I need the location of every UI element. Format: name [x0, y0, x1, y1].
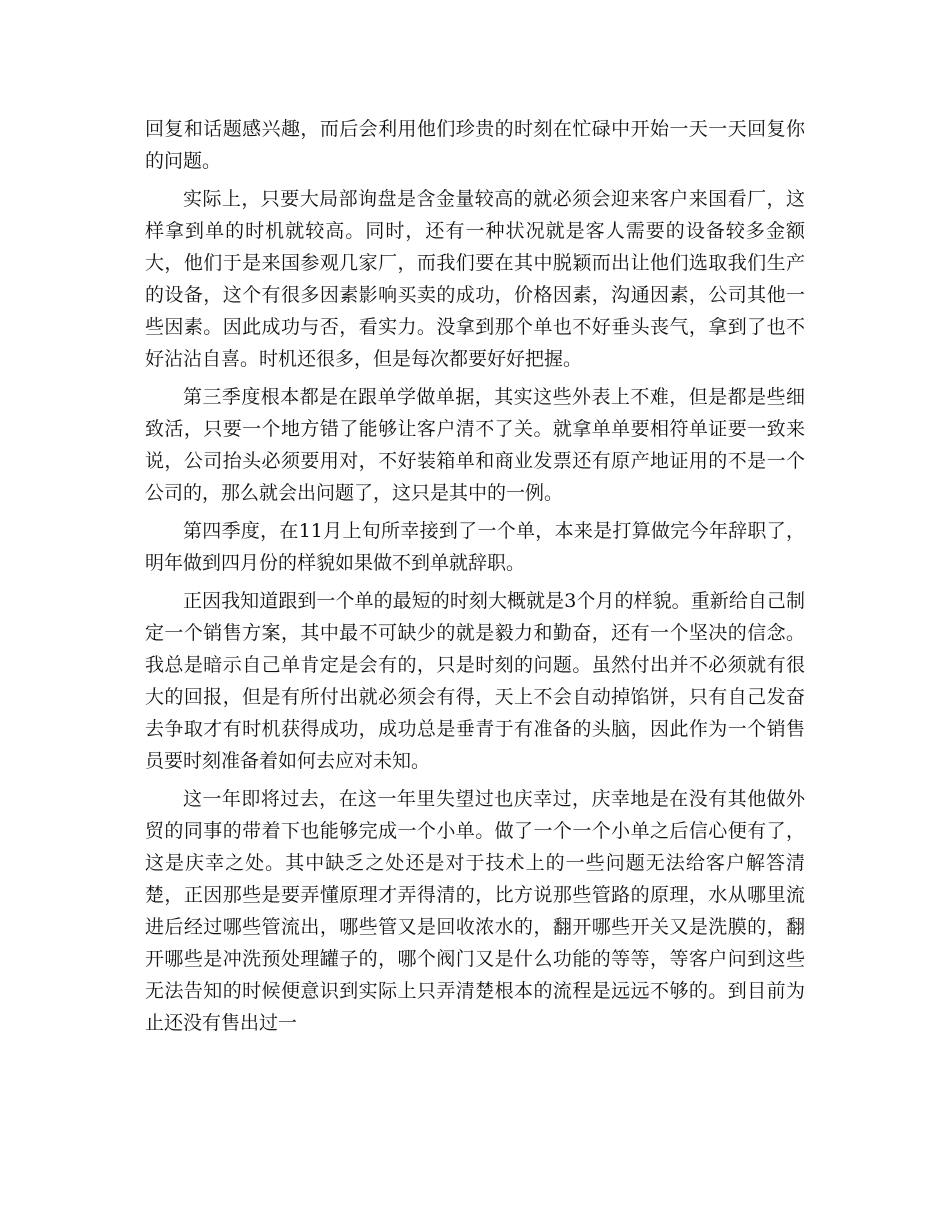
paragraph-sales-plan: 正因我知道跟到一个单的最短的时刻大概就是3个月的样貌。重新给自己制定一个销售方案，其中最不可缺少的就是毅力和勤奋，还有一个坚决的信念。我总是暗示自己单肯定是会有的，只是时刻的问题。虽然付出并不必须就有很大的回报，但是有所付出就必须会有得，天上不会自动掉馅饼，只有自己发奋去争取才有时机获得成功，成功总是垂青于有准备的头脑，因此作为一个销售员要时刻准备着如何去应对未知。	[145, 590, 805, 772]
paragraph-continuation: 回复和话题感兴趣，而后会利用他们珍贵的时刻在忙碌中开始一天一天回复你的问题。	[145, 118, 805, 172]
paragraph-third-quarter: 第三季度根本都是在跟单学做单据，其实这些外表上不难，但是都是些细致活，只要一个地方错了能够让客户清不了关。就拿单单要相符单证要一致来说，公司抬头必须要用对，不好装箱单和商业发票还有原产地证用的不是一个公司的，那么就会出问题了，这只是其中的一例。	[145, 386, 805, 504]
paragraph-year-summary: 这一年即将过去，在这一年里失望过也庆幸过，庆幸地是在没有其他做外贸的同事的带着下也能够完成一个小单。做了一个一个小单之后信心便有了，这是庆幸之处。其中缺乏之处还是对于技术上的一些问题无法给客户解答清楚，正因那些是要弄懂原理才弄得清的，比方说那些管路的原理，水从哪里流进后经过哪些管流出，哪些管又是回收浓水的，翻开哪些开关又是洗膜的，翻开哪些是冲洗预处理罐子的，哪个阀门又是什么功能的等等，等客户问到这些无法告知的时候便意识到实际上只弄清楚根本的流程是远远不够的。到目前为止还没有售出过一	[145, 788, 805, 1034]
paragraph-fourth-quarter: 第四季度，在11月上旬所幸接到了一个单，本来是打算做完今年辞职了，明年做到四月份的样貌如果做不到单就辞职。	[145, 520, 805, 574]
paragraph-factory-visit: 实际上，只要大局部询盘是含金量较高的就必须会迎来客户来国看厂，这样拿到单的时机就较高。同时，还有一种状况就是客人需要的设备较多金额大，他们于是来国参观几家厂，而我们要在其中脱颖而出让他们选取我们生产的设备，这个有很多因素影响买卖的成功，价格因素，沟通因素，公司其他一些因素。因此成功与否，看实力。没拿到那个单也不好垂头丧气，拿到了也不好沾沾自喜。时机还很多，但是每次都要好好把握。	[145, 188, 805, 370]
document-body	[145, 113, 805, 1045]
